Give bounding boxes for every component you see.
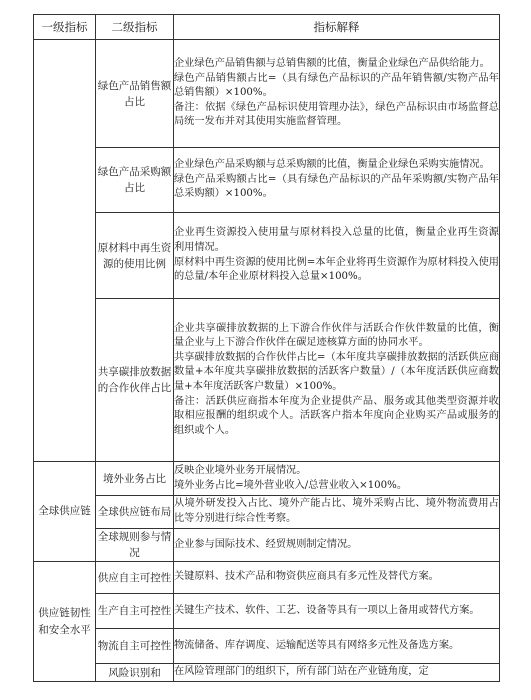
explanation-cell bbox=[174, 213, 500, 299]
explanation-paragraph: 关键生产技术、软件、工艺、设备等具有一项以上备用或替代方案。 bbox=[174, 604, 480, 616]
table-row bbox=[34, 299, 500, 462]
explanation-paragraph: 绿色产品销售额占比=（具有绿色产品标识的产品年销售额/实物产品年总销售额）×100%。 bbox=[174, 72, 499, 99]
explanation-paragraph: 企业绿色产品采购额与总采购额的比值，衡量企业绿色采购实施情况。 bbox=[174, 159, 490, 171]
level2-label: 物流自主可控性 bbox=[97, 640, 172, 652]
table-header-row bbox=[34, 15, 500, 40]
level2-cell bbox=[96, 462, 174, 496]
explanation-paragraph: 企业绿色产品销售额与总销售额的比值，衡量企业绿色产品供给能力。 bbox=[174, 58, 490, 70]
explanation-paragraph: 企业再生资源投入使用量与原材料投入总量的比值，衡量企业再生资源利用情况。 bbox=[174, 227, 499, 253]
explanation-paragraph: 原材料中再生资源的使用比例=本年企业将再生资源作为原材料投入使用的总量/本年企业原材料投入总量×100%。 bbox=[174, 256, 499, 283]
header-level2: 二级指标 bbox=[96, 15, 174, 40]
level2-label: 全球规则参与情况 bbox=[97, 531, 172, 559]
explanation-cell bbox=[174, 529, 500, 562]
explanation-paragraph: 备注：依据《绿色产品标识使用管理办法》，绿色产品标识由市场监督总局统一发布并对其使用实施监督管理。 bbox=[174, 101, 499, 128]
explanation-paragraph: 备注：活跃供应商指本年度为企业提供产品、服务或其他类型资源并收取相应报酬的组织或个人。活跃客户指本年度向企业购买产品或服务的组织或个人。 bbox=[174, 395, 499, 436]
explanation-paragraph: 反映企业境外业务开展情况。 bbox=[174, 464, 307, 476]
level1-cell bbox=[34, 462, 96, 562]
level2-label: 全球供应链布局 bbox=[97, 506, 172, 518]
level2-label: 原材料中再生资源的使用比例 bbox=[97, 241, 172, 270]
header-level1: 一级指标 bbox=[34, 15, 96, 40]
explanation-paragraph: 在风险管理部门的组织下，所有部门站在产业链角度，定 bbox=[174, 666, 429, 678]
explanation-cell bbox=[174, 664, 500, 682]
level2-cell bbox=[96, 594, 174, 629]
explanation-cell bbox=[174, 40, 500, 148]
level2-label: 共享碳排放数据的合作伙伴占比 bbox=[97, 366, 172, 394]
level2-label: 绿色产品销售额占比 bbox=[97, 79, 172, 108]
level2-label: 境外业务占比 bbox=[103, 472, 166, 485]
level2-label: 供应自主可控性 bbox=[97, 571, 172, 584]
level2-cell bbox=[96, 213, 174, 299]
explanation-cell bbox=[174, 148, 500, 213]
explanation-paragraph: 从境外研发投入占比、境外产能占比、境外采购占比、境外物流费用占比等分别进行综合性考察。 bbox=[174, 498, 499, 524]
explanation-cell bbox=[174, 629, 500, 664]
explanation-paragraph: 共享碳排放数据的合作伙伴占比=（本年度共享碳排放数据的活跃供应商数量+本年度共享碳排放数据的活跃客户数量）/（本年度活跃供应商数量+本年度活跃客户数量）×100%。 bbox=[174, 351, 499, 392]
table-row bbox=[34, 594, 500, 629]
table-row bbox=[34, 629, 500, 664]
level1-label: 全球供应链 bbox=[38, 505, 91, 517]
table-row bbox=[34, 529, 500, 562]
level1-label: 供应链韧性和安全水平 bbox=[38, 606, 91, 636]
indicator-table bbox=[33, 14, 500, 682]
explanation-paragraph: 关键原料、技术产品和物资供应商具有多元性及替代方案。 bbox=[174, 571, 439, 583]
table-row bbox=[34, 40, 500, 148]
explanation-cell bbox=[174, 462, 500, 496]
level2-cell bbox=[96, 40, 174, 148]
level2-label: 风险识别和 bbox=[108, 666, 161, 679]
explanation-paragraph: 企业共享碳排放数据的上下游合作伙伴与活跃合作伙伴数量的比值，衡量企业与上下游合作伙伴在碳足迹核算方面的协同水平。 bbox=[174, 322, 499, 349]
explanation-cell bbox=[174, 594, 500, 629]
level2-cell bbox=[96, 299, 174, 462]
level2-cell bbox=[96, 664, 174, 682]
explanation-paragraph: 物流储备、库存调度、运输配送等具有网络多元性及备选方案。 bbox=[174, 639, 460, 651]
level2-cell bbox=[96, 529, 174, 562]
explanation-paragraph: 绿色产品采购额占比=（具有绿色产品标识的产品年采购额/实物产品年总采购额）×100%。 bbox=[174, 173, 499, 200]
explanation-cell bbox=[174, 299, 500, 462]
explanation-cell bbox=[174, 496, 500, 529]
table-row bbox=[34, 462, 500, 496]
level2-label: 绿色产品采购额占比 bbox=[97, 166, 172, 194]
level2-label: 生产自主可控性 bbox=[97, 605, 172, 617]
table-row bbox=[34, 496, 500, 529]
table-row bbox=[34, 148, 500, 213]
level2-cell bbox=[96, 496, 174, 529]
table-row bbox=[34, 562, 500, 594]
level1-cell-empty bbox=[34, 40, 96, 462]
header-explanation: 指标解释 bbox=[174, 15, 500, 40]
level1-cell bbox=[34, 562, 96, 682]
explanation-cell bbox=[174, 562, 500, 594]
explanation-paragraph: 企业参与国际技术、经贸规则制定情况。 bbox=[174, 538, 358, 550]
table-row bbox=[34, 213, 500, 299]
level2-cell bbox=[96, 629, 174, 664]
level2-cell bbox=[96, 148, 174, 213]
table-row bbox=[34, 664, 500, 682]
explanation-paragraph: 境外业务占比=境外营业收入/总营业收入×100%。 bbox=[174, 479, 408, 491]
level2-cell bbox=[96, 562, 174, 594]
